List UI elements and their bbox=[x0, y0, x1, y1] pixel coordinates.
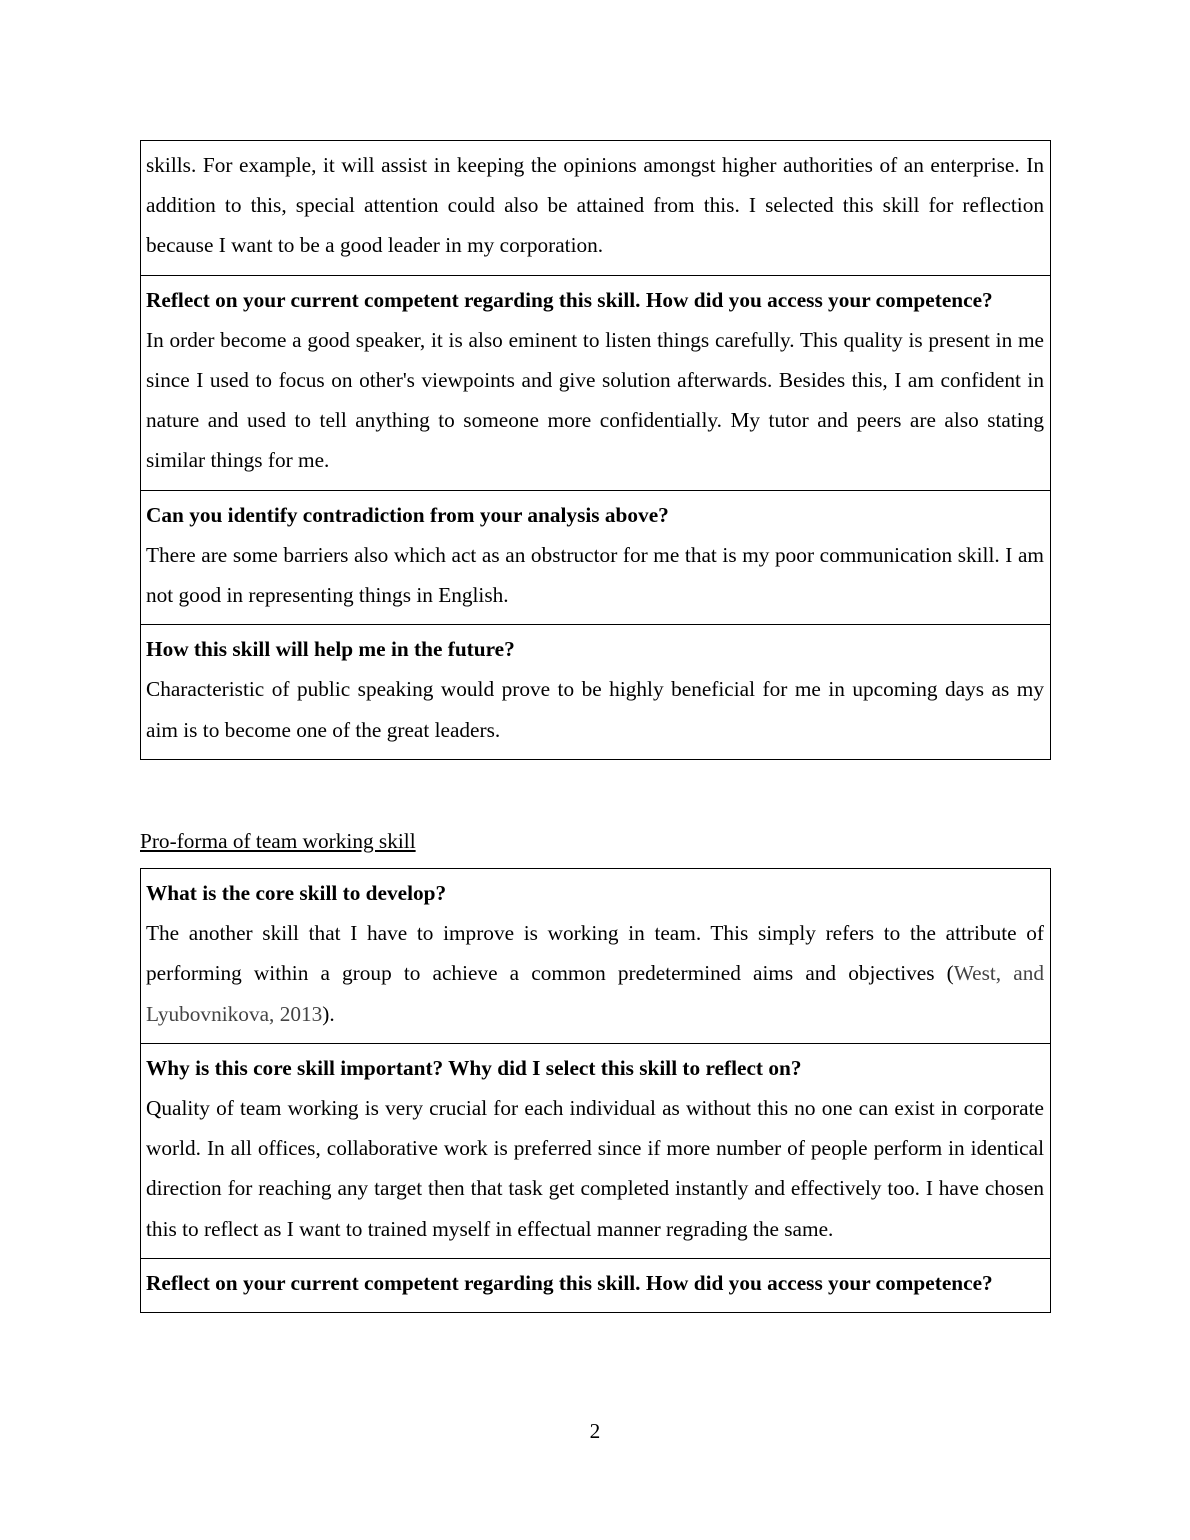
section-heading: Pro-forma of team working skill bbox=[140, 829, 416, 853]
future-question: How this skill will help me in the future? bbox=[146, 637, 515, 662]
core-skill-answer-text: The another skill that I have to improve is working in team. This simply refers to the attribute of performing within a group to achieve a common predetermined aims and objectives ( bbox=[146, 921, 1044, 986]
table-cell-competence-2 bbox=[141, 1258, 1050, 1312]
table-cell-core-skill bbox=[141, 869, 1050, 1043]
table-cell-continued bbox=[141, 141, 1050, 275]
importance-question: Why is this core skill important? Why did I select this skill to reflect on? bbox=[146, 1055, 802, 1080]
competence-question: Reflect on your current competent regarding this skill. How did you access your competence? bbox=[146, 287, 993, 312]
competence-question-2: Reflect on your current competent regarding this skill. How did you access your competence? bbox=[146, 1270, 993, 1295]
page-number: 2 bbox=[589, 1419, 601, 1443]
public-speaking-table bbox=[140, 140, 1051, 760]
table-cell-competence bbox=[141, 275, 1050, 490]
team-working-table bbox=[140, 868, 1051, 1313]
competence-answer: In order become a good speaker, it is also eminent to listen things carefully. This quality is present in me since I used to focus on other's viewpoints and give solution afterwards. Besides this, I am confident in nature and used to tell anything to someone more confidentially. My tutor and peers are also stating similar things for me. bbox=[146, 327, 1044, 473]
continued-paragraph: skills. For example, it will assist in keeping the opinions amongst higher authorities of an enterprise. In addition to this, special attention could also be attained from this. I selected this skill for reflection because I want to be a good leader in my corporation. bbox=[146, 153, 1044, 258]
future-answer: Characteristic of public speaking would prove to be highly beneficial for me in upcoming days as my aim is to become one of the great leaders. bbox=[146, 677, 1044, 742]
citation: West, and Lyubovnikova, 2013 bbox=[146, 961, 1044, 1026]
importance-answer: Quality of team working is very crucial for each individual as without this no one can exist in corporate world. In all offices, collaborative work is preferred since if more number of people perform in identical direction for reaching any target then that task get completed instantly and effectively too. I have chosen this to reflect as I want to trained myself in effectual manner regrading the same. bbox=[146, 1096, 1044, 1241]
table-cell-contradiction bbox=[141, 490, 1050, 625]
core-skill-answer-end: ). bbox=[322, 1001, 335, 1026]
contradiction-question: Can you identify contradiction from your analysis above? bbox=[146, 502, 669, 527]
table-cell-future bbox=[141, 624, 1050, 759]
core-skill-question: What is the core skill to develop? bbox=[146, 881, 447, 905]
contradiction-answer: There are some barriers also which act as an obstructor for me that is my poor communication skill. I am not good in representing things in English. bbox=[146, 542, 1044, 608]
table-cell-importance bbox=[141, 1043, 1050, 1258]
core-skill-answer bbox=[146, 913, 1044, 1034]
